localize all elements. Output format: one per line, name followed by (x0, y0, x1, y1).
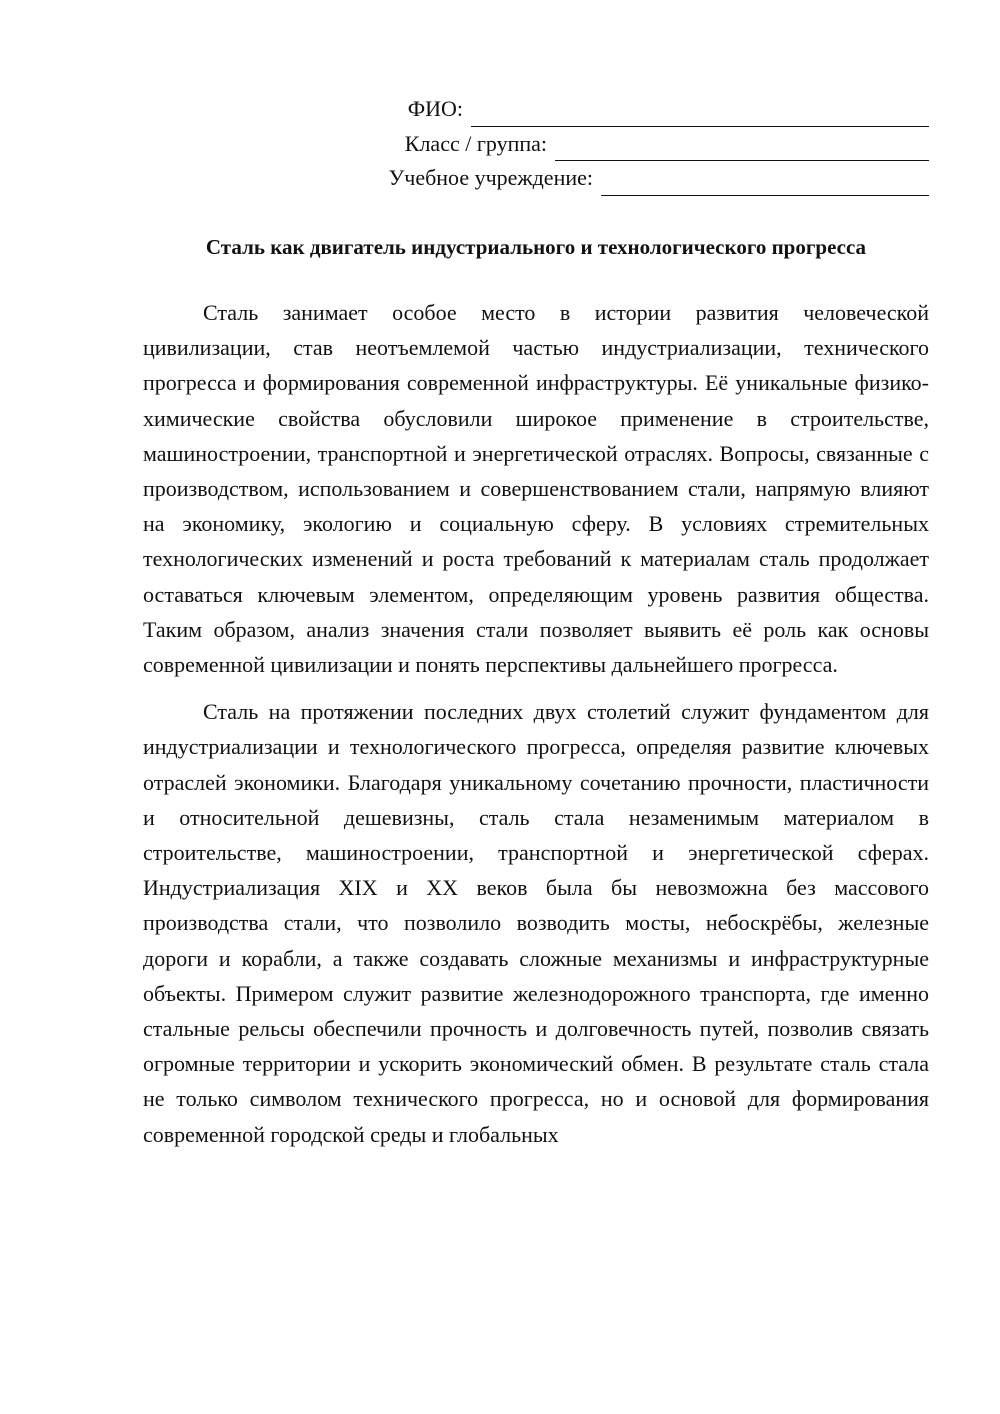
paragraph-1: Сталь занимает особое место в истории развития человеческой цивилизации, став неотъемлемой частью индустриализации, технического прогресса и формирования современной инфраструктуры. Её уникальные физико-химические свойства обусловили широкое применение в строительстве, машиностроении, транспортной и энергетической отраслях. Вопросы, связанные с производством, использованием и совершенствованием стали, напрямую влияют на экономику, экологию и социальную сферу. В условиях стремительных технологических изменений и роста требований к материалам сталь продолжает оставаться ключевым элементом, определяющим уровень развития общества. Таким образом, анализ значения стали позволяет выявить её роль как основы современной цивилизации и понять перспективы дальнейшего прогресса. (143, 300, 929, 678)
school-line (0, 161, 929, 196)
fio-line (0, 92, 929, 127)
class-label: Класс / группа: (404, 130, 547, 156)
paragraph-2: Сталь на протяжении последних двух столетий служит фундаментом для индустриализации и технологического прогресса, определяя развитие ключевых отраслей экономики. Благодаря уникальному сочетанию прочности, пластичности и относительной дешевизны, сталь стала незаменимым материалом в строительстве, машиностроении, транспортной и энергетической сферах. Индустриализация XIX и XX веков была бы невозможна без массового производства стали, что позволило возводить мосты, небоскрёбы, железные дороги и корабли, а также создавать сложные механизмы и инфраструктурные объекты. Примером служит развитие железнодорожного транспорта, где именно стальные рельсы обеспечили прочность и долговечность путей, позволив связать огромные территории и ускорить экономический обмен. В результате сталь стала не только символом технического прогресса, но и основой для формирования современной городской среды и глобальных (143, 699, 929, 1147)
document-title: Сталь как двигатель индустриального и технологического прогресса (205, 235, 867, 259)
school-blank-field (601, 171, 929, 196)
fio-label: ФИО: (407, 96, 463, 121)
school-label: Учебное учреждение: (388, 165, 593, 190)
fio-blank-field (471, 102, 929, 127)
class-line (0, 127, 929, 162)
student-info-header (0, 92, 929, 196)
document-body (143, 295, 929, 1164)
class-blank-field (555, 136, 929, 161)
